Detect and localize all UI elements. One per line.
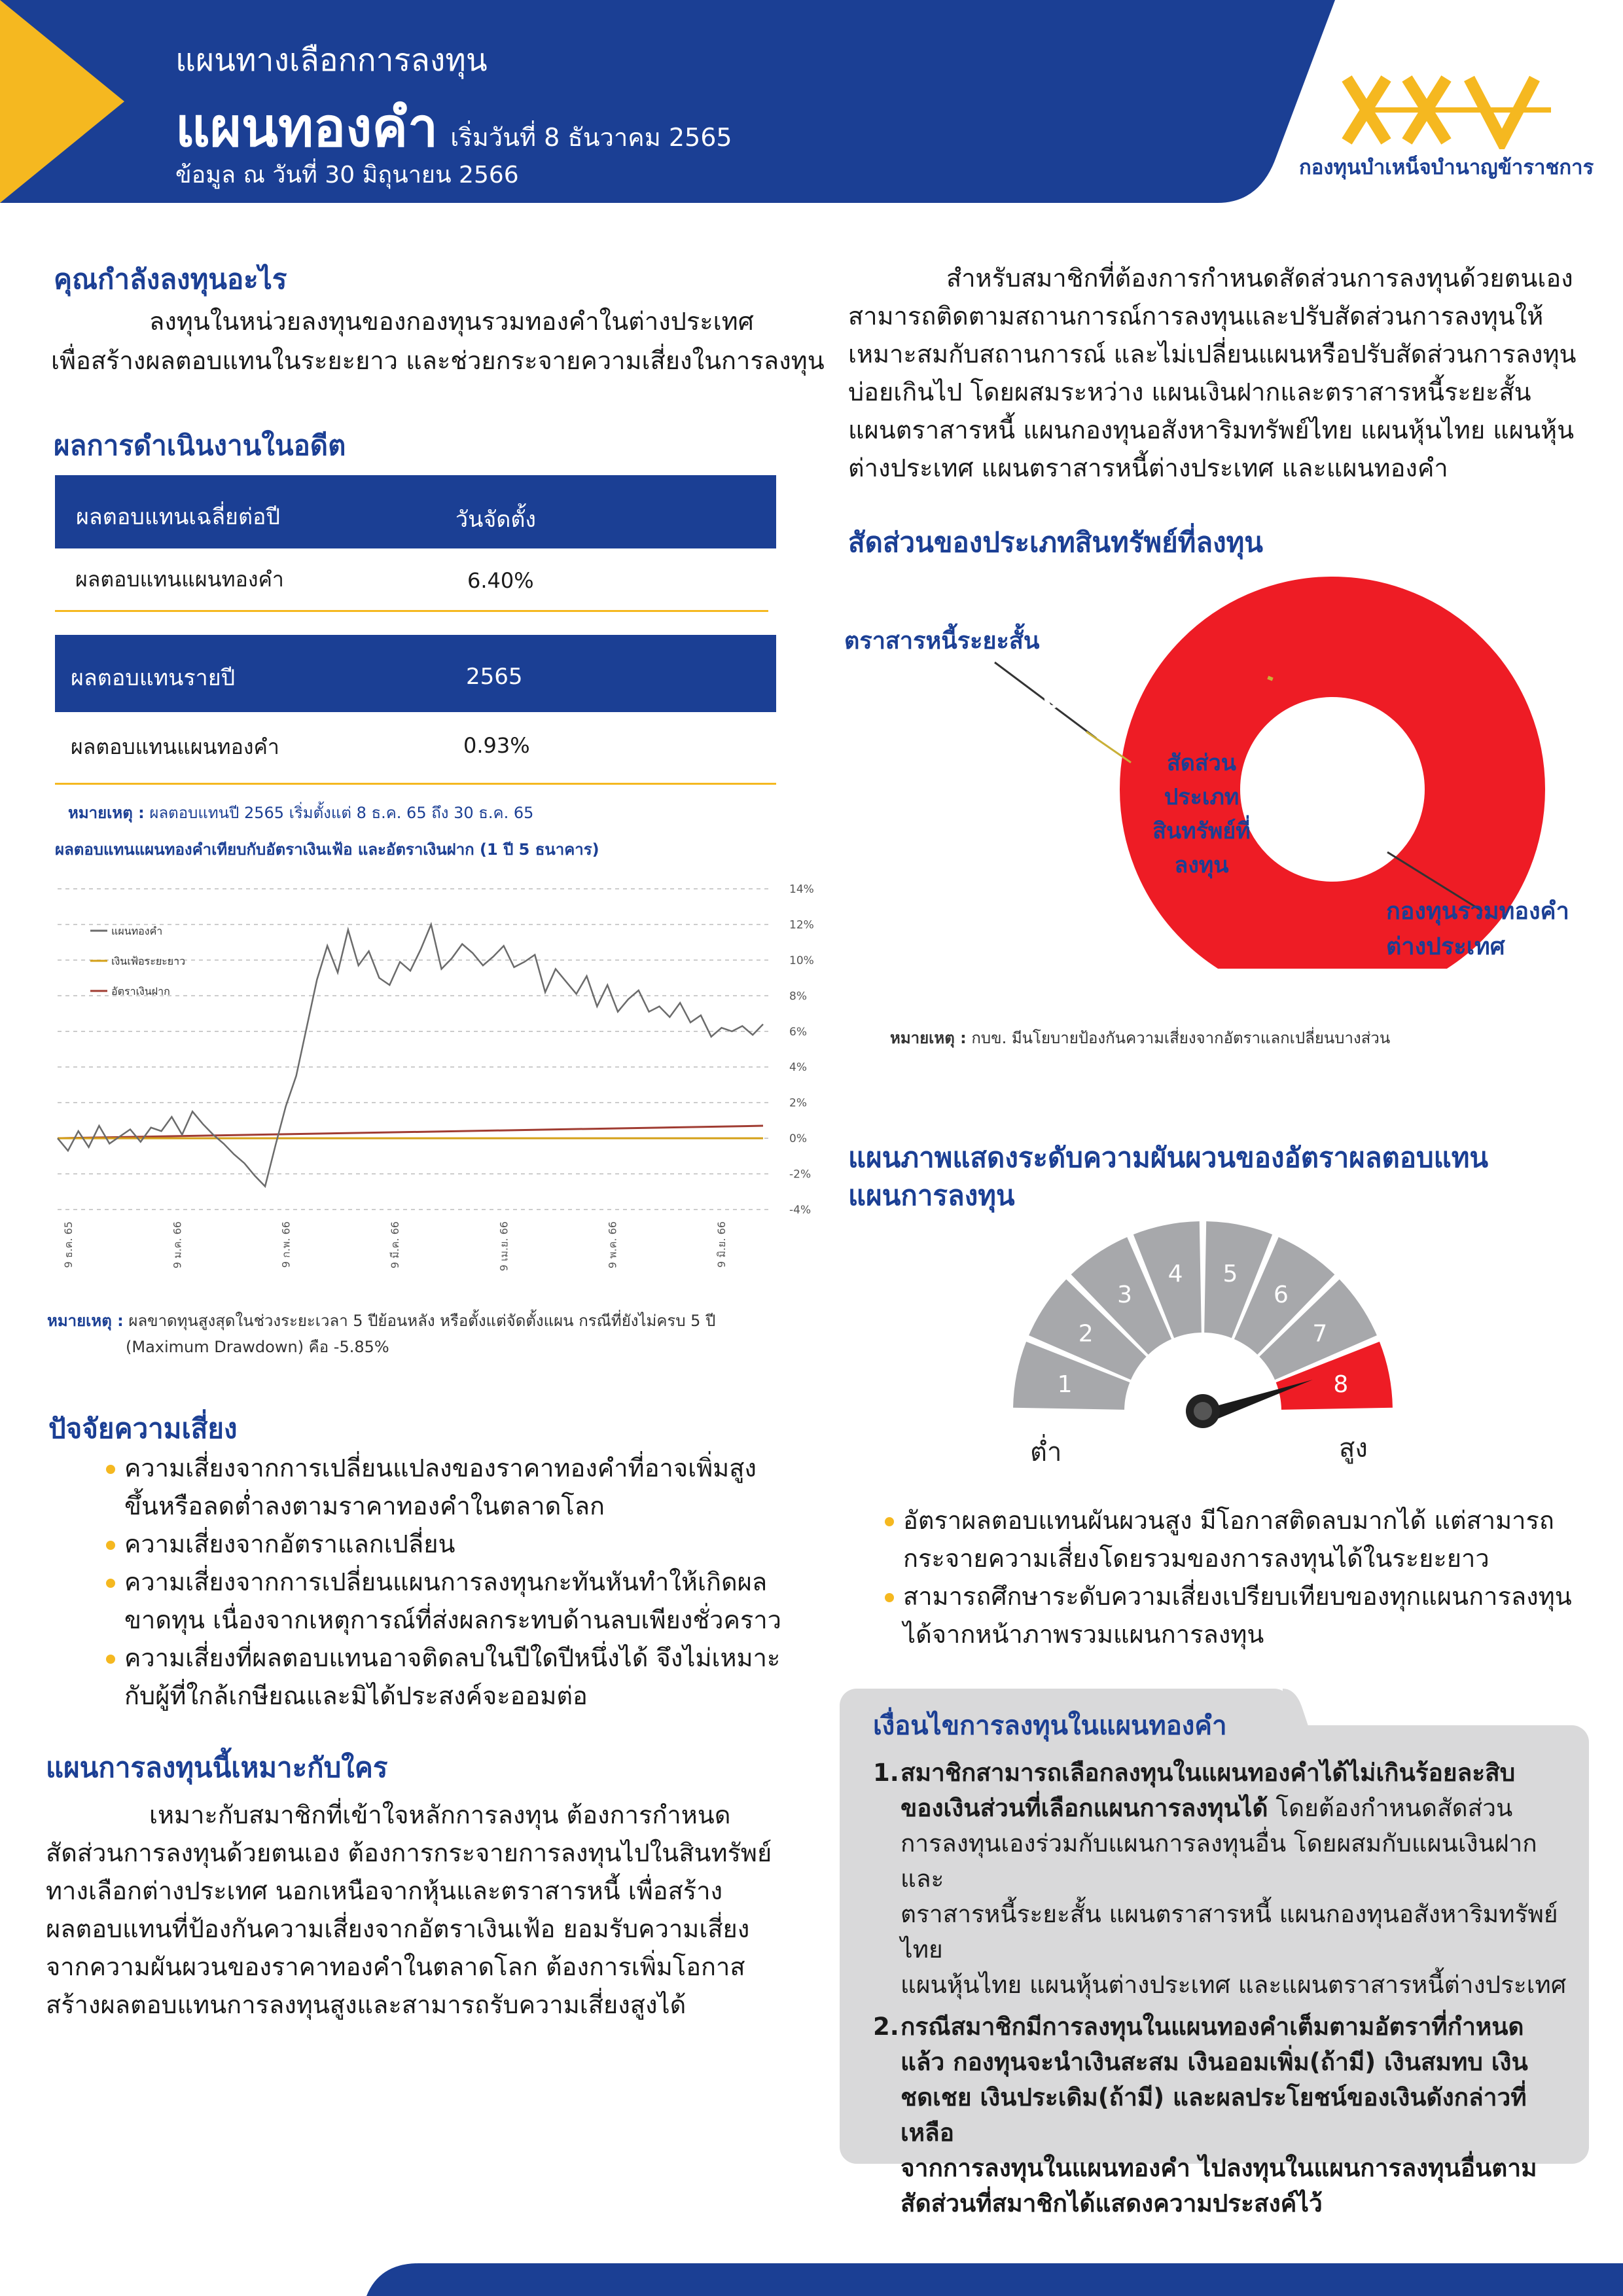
suitability-line-6: สร้างผลตอบแทนการลงทุนสูงและสามารถรับความเสี่ยงสูงได้ [46, 1990, 687, 2019]
suitability-paragraph [46, 1796, 792, 2024]
plan-title: แผนทองคำ [175, 97, 438, 159]
objective-line-1: สำหรับสมาชิกที่ต้องการกำหนดสัดส่วนการลงทุนด้วยตนเอง [946, 264, 1573, 293]
y-tick-label: 12% [789, 918, 814, 932]
x-tick-label: 9 พ.ค. 66 [606, 1221, 619, 1269]
table1-row-value: 6.40% [467, 568, 534, 593]
risk-gauge-bullets [885, 1501, 1592, 1653]
what-invest-title: คุณกำลังลงทุนอะไร [54, 263, 287, 295]
table2-row-value: 0.93% [463, 733, 530, 758]
performance-line-chart [39, 870, 825, 1276]
drawdown-note-line1: ผลขาดทุนสูงสุดในช่วงระยะเวลา 5 ปีย้อนหลัง หรือตั้งแต่จัดตั้งแผน กรณีที่ยังไม่ครบ 5 ปี [128, 1312, 716, 1330]
y-tick-label: 14% [789, 883, 814, 896]
table1-row-label: ผลตอบแทนแผนทองคำ [75, 567, 284, 592]
perf-note [68, 800, 533, 825]
gauge-segments [1013, 1221, 1393, 1410]
suitability-line-3: ทางเลือกต่างประเทศ นอกเหนือจากหุ้นและตราสารหนี้ เพื่อสร้าง [46, 1876, 723, 1905]
slice-pct-gold: 99.99% [1289, 826, 1399, 856]
objective-line-3: เหมาะสมกับสถานการณ์ และไม่เปลี่ยนแผนหรือปรับสัดส่วนการลงทุน [848, 340, 1577, 368]
gauge-level-label: 4 [1168, 1261, 1183, 1288]
suitability-line-4: ผลตอบแทนที่ป้องกันความเสี่ยงจากอัตราเงินเฟ้อ ยอมรับความเสี่ยง [46, 1914, 750, 1943]
table2-divider [55, 783, 776, 785]
gauge-level-label: 3 [1117, 1282, 1133, 1309]
donut-slice-short-term-debt [1270, 677, 1271, 680]
condition-2-number: 2. [873, 2013, 899, 2041]
allocation-note-text: กบข. มีนโยบายป้องกันความเสี่ยงจากอัตราแลกเปลี่ยนบางส่วน [971, 1029, 1391, 1047]
suitability-line-1: เหมาะกับสมาชิกที่เข้าใจหลักการลงทุน ต้องการกำหนด [149, 1801, 731, 1829]
x-tick-label: 9 ม.ค. 66 [171, 1221, 184, 1269]
drawdown-note [47, 1306, 715, 1335]
x-tick-label: 9 เม.ย. 66 [497, 1221, 510, 1272]
gauge-level-label: 1 [1057, 1371, 1073, 1399]
risk-factor-2 [106, 1525, 800, 1563]
what-invest-line1: ลงทุนในหน่วยลงทุนของกองทุนรวมทองคำในต่างประเทศ [149, 307, 754, 336]
y-tick-label: -4% [789, 1204, 812, 1217]
chart-x-ticks [62, 1221, 728, 1271]
chart-title: ผลตอบแทนแผนทองคำเทียบกับอัตราเงินเฟ้อ และอัตราเงินฝาก (1 ปี 5 ธนาคาร) [55, 840, 599, 859]
risk-factor-1 [106, 1449, 800, 1525]
condition-1-line-2: ตราสารหนี้ระยะสั้น แผนตราสารหนี้ แผนกองทุนอสังหาริมทรัพย์ไทย [901, 1900, 1558, 1964]
risk-factor-3-line-2: ขาดทุน เนื่องจากเหตุการณ์ที่ส่งผลกระทบด้านลบเพียงชั่วคราว [124, 1605, 782, 1634]
conditions-title: เงื่อนไขการลงทุนในแผนทองคำ [873, 1711, 1227, 1741]
objective-line-4: บ่อยเกินไป โดยผสมระหว่าง แผนเงินฝากและตราสารหนี้ระยะสั้น [848, 378, 1531, 406]
legend-label: เงินเฟ้อระยะยาว [111, 955, 186, 967]
risk-gauge-title-line2: แผนการลงทุน [848, 1179, 1015, 1211]
slice-label-gold-line1: กองทุนรวมทองคำ [1386, 898, 1569, 925]
condition-1-body [901, 1826, 1572, 2003]
table1-header-col2: วันจัดตั้ง [455, 507, 537, 533]
data-as-of: ข้อมูล ณ วันที่ 30 มิถุนายน 2566 [175, 162, 519, 188]
suitability-line-2: สัดส่วนการลงทุนด้วยตนเอง ต้องการกระจายการลงทุนไปในสินทรัพย์ [46, 1839, 772, 1867]
table1-divider [55, 610, 768, 612]
risk-factor-4-line-1: ความเสี่ยงที่ผลตอบแทนอาจติดลบในปีใดปีหนึ่งได้ จึงไม่เหมาะ [124, 1643, 781, 1672]
what-invest-line2: เพื่อสร้างผลตอบแทนในระยะยาว และช่วยกระจายความเสี่ยงในการลงทุน [51, 346, 825, 375]
risk-gauge-title-line1: แผนภาพแสดงระดับความผันผวนของอัตราผลตอบแทน [848, 1141, 1489, 1174]
condition-1-rest-line2: โดยต้องกำหนดสัดส่วน [1268, 1794, 1513, 1822]
gauge-high-label: สูง [1339, 1433, 1368, 1463]
chart-legend [90, 925, 185, 997]
condition-1-bold-line1: สมาชิกสามารถเลือกลงทุนในแผนทองคำได้ไม่เกินร้อยละสิบ [901, 1759, 1516, 1787]
gauge-level-label: 5 [1222, 1261, 1238, 1288]
risk-factor-2-line-1: ความเสี่ยงจากอัตราแลกเปลี่ยน [124, 1530, 455, 1558]
chart-grid [58, 889, 770, 1210]
allocation-note-label: หมายเหตุ : [890, 1029, 967, 1047]
x-tick-label: 9 ก.พ. 66 [279, 1221, 293, 1268]
condition-2-line-2: แล้ว กองทุนจะนำเงินสะสม เงินออมเพิ่ม(ถ้ามี) เงินสมทบ เงิน [901, 2048, 1528, 2076]
footer-band [0, 2263, 1623, 2296]
condition-1-line-1: การลงทุนเองร่วมกับแผนการลงทุนอื่น โดยผสมกับแผนเงินฝากและ [901, 1829, 1537, 1893]
risk-factors-title: ปัจจัยความเสี่ยง [48, 1412, 238, 1444]
y-tick-label: 10% [789, 954, 814, 967]
gauge-level-label: 6 [1273, 1282, 1289, 1309]
slice-label-gold-line2: ต่างประเทศ [1386, 933, 1505, 960]
condition-item-1 [873, 1755, 1572, 2003]
condition-2-body [901, 2009, 1572, 2221]
condition-2-line-3: ชดเชย เงินประเดิม(ถ้ามี) และผลประโยชน์ของเงินดังกล่าวที่เหลือ [901, 2083, 1527, 2147]
y-tick-label: 4% [789, 1061, 807, 1075]
risk-factors-list [106, 1449, 800, 1715]
table2-header-col1: ผลตอบแทนรายปี [71, 665, 236, 691]
y-tick-label: 0% [789, 1132, 807, 1146]
condition-2-line-4: จากการลงทุนในแผนทองคำ ไปลงทุนในแผนการลงทุนอื่นตาม [901, 2154, 1537, 2182]
y-tick-label: 6% [789, 1025, 807, 1039]
table2-header [55, 635, 776, 712]
gauge-bullet-2 [885, 1577, 1592, 1653]
gauge-bullet-1 [885, 1501, 1592, 1577]
risk-factor-3-line-1: ความเสี่ยงจากการเปลี่ยนแผนการลงทุนกะทันหันทำให้เกิดผล [124, 1568, 768, 1596]
gauge-low-label: ต่ำ [1030, 1437, 1062, 1467]
donut-center-line2: สินทรัพย์ที่ลงทุน [1152, 818, 1251, 878]
drawdown-note-label: หมายเหตุ : [47, 1312, 124, 1330]
perf-note-text: ผลตอบแทนปี 2565 เริ่มตั้งแต่ 8 ธ.ค. 65 ถึง 30 ธ.ค. 65 [149, 804, 534, 822]
suitability-line-5: จากความผันผวนของราคาทองคำในตลาดโลก ต้องการเพิ่มโอกาส [46, 1952, 745, 1981]
slice-pct-short-term: 0.01% [1043, 685, 1134, 715]
slice-label-short-term: ตราสารหนี้ระยะสั้น [844, 628, 1040, 655]
gauge-bullet-1-line-2: กระจายความเสี่ยงโดยรวมของการลงทุนได้ในระยะยาว [903, 1544, 1489, 1573]
gauge-bullet-2-line-1: สามารถศึกษาระดับความเสี่ยงเปรียบเทียบของทุกแผนการลงทุน [903, 1582, 1572, 1611]
gauge-bullet-2-line-2: ได้จากหน้าภาพรวมแผนการลงทุน [903, 1620, 1264, 1649]
donut-center-line1: สัดส่วนประเภท [1164, 750, 1240, 810]
condition-item-2 [873, 2009, 1572, 2221]
objective-line-2: สามารถติดตามสถานการณ์การลงทุนและปรับสัดส่วนการลงทุนให้ [848, 302, 1544, 331]
risk-factor-4-line-2: กับผู้ที่ใกล้เกษียณและมิได้ประสงค์จะออมต่อ [124, 1681, 588, 1710]
allocation-note [890, 1025, 1390, 1050]
table2-row-label: ผลตอบแทนแผนทองคำ [71, 734, 279, 759]
donut-center-label [1136, 746, 1267, 882]
gauge-level-label: 7 [1312, 1320, 1328, 1348]
risk-gauge-title [848, 1139, 1488, 1215]
risk-factor-1-line-2: ขึ้นหรือลดต่ำลงตามราคาทองคำในตลาดโลก [124, 1492, 605, 1520]
x-tick-label: 9 มิ.ย. 66 [715, 1221, 728, 1268]
condition-1-number: 1. [873, 1759, 899, 1787]
slice-label-gold [1386, 894, 1569, 965]
objective-line-5: แผนตราสารหนี้ แผนกองทุนอสังหาริมทรัพย์ไทย แผนหุ้นไทย แผนหุ้น [848, 416, 1575, 444]
y-tick-label: -2% [789, 1168, 812, 1181]
legend-label: อัตราเงินฝาก [111, 985, 170, 997]
x-tick-label: 9 มี.ค. 66 [389, 1221, 401, 1269]
header-subtitle: แผนทางเลือกการลงทุน [175, 42, 488, 79]
chart-y-ticks [789, 883, 814, 1217]
objective-paragraph [848, 259, 1588, 487]
y-tick-label: 8% [789, 990, 807, 1003]
gpf-logo [1335, 71, 1571, 149]
condition-1-line-3: แผนหุ้นไทย แผนหุ้นต่างประเทศ และแผนตราสารหนี้ต่างประเทศ [901, 1971, 1567, 1999]
table1-header [55, 475, 776, 548]
org-name: กองทุนบำเหน็จบำนาญข้าราชการ [1299, 156, 1594, 179]
objective-line-6: ต่างประเทศ แผนตราสารหนี้ต่างประเทศ และแผนทองคำ [848, 454, 1448, 482]
risk-factor-4 [106, 1639, 800, 1715]
x-tick-label: 9 ธ.ค. 65 [62, 1221, 75, 1268]
conditions-list [873, 1755, 1572, 2228]
condition-1-bold-line2: ของเงินส่วนที่เลือกแผนการลงทุนได้ [901, 1794, 1268, 1822]
table1-header-col1: ผลตอบแทนเฉลี่ยต่อปี [76, 504, 281, 530]
table2-header-col2: 2565 [466, 664, 523, 690]
suitability-title: แผนการลงทุนนี้เหมาะกับใคร [46, 1751, 388, 1784]
risk-factor-1-line-1: ความเสี่ยงจากการเปลี่ยนแปลงของราคาทองคำที่อาจเพิ่มสูง [124, 1454, 757, 1482]
drawdown-note-line2: (Maximum Drawdown) คือ -5.85% [126, 1338, 389, 1356]
y-tick-label: 2% [789, 1096, 807, 1110]
legend-label: แผนทองคำ [111, 925, 163, 937]
gauge-level-label: 2 [1078, 1320, 1094, 1348]
condition-2-line-1: กรณีสมาชิกมีการลงทุนในแผนทองคำเต็มตามอัตราที่กำหนด [901, 2013, 1524, 2041]
gauge-bullet-1-line-1: อัตราผลตอบแทนผันผวนสูง มีโอกาสติดลบมากได้ แต่สามารถ [903, 1506, 1554, 1535]
gauge-level-label: 8 [1333, 1371, 1349, 1399]
perf-note-label: หมายเหตุ : [68, 804, 145, 822]
performance-title: ผลการดำเนินงานในอดีต [54, 429, 346, 461]
allocation-title: สัดส่วนของประเภทสินทรัพย์ที่ลงทุน [848, 526, 1263, 558]
condition-2-line-5: สัดส่วนที่สมาชิกได้แสดงความประสงค์ไว้ [901, 2189, 1323, 2217]
plan-start-date: เริ่มวันที่ 8 ธันวาคม 2565 [450, 123, 732, 152]
risk-factor-3 [106, 1563, 800, 1639]
